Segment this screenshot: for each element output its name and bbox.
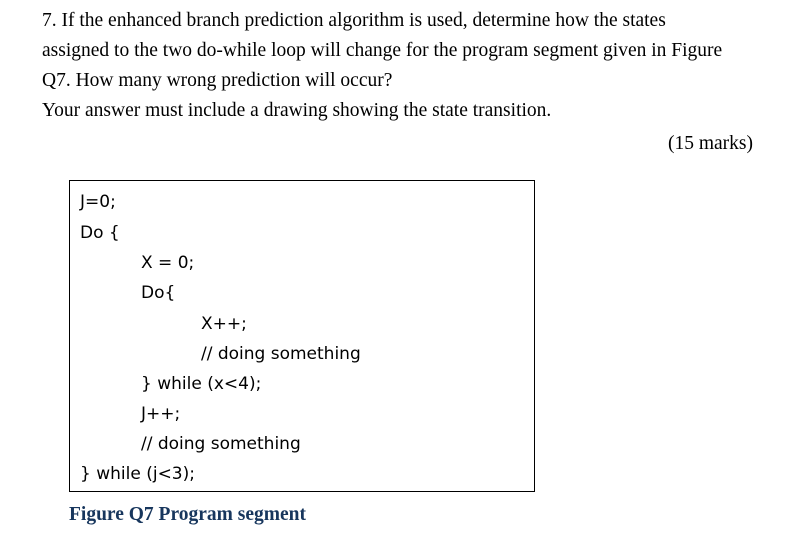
code-line-1: J=0; — [80, 192, 116, 212]
question-line-4: Your answer must include a drawing showing the state transition. — [42, 100, 552, 121]
code-line-9: // doing something — [141, 434, 301, 454]
code-box — [69, 180, 535, 492]
code-line-2: Do { — [80, 223, 120, 243]
code-line-4: Do{ — [141, 283, 176, 303]
code-line-5: X++; — [201, 314, 247, 334]
figure-caption: Figure Q7 Program segment — [69, 504, 307, 525]
code-line-6: // doing something — [201, 344, 361, 364]
question-text — [42, 0, 782, 126]
question-line-2: assigned to the two do-while loop will change for the program segment given in Figure — [42, 40, 723, 61]
code-line-10: } while (j<3); — [80, 464, 195, 484]
code-line-7: } while (x<4); — [141, 374, 262, 394]
marks-label: (15 marks) — [667, 133, 753, 154]
question-line-1: 7. If the enhanced branch prediction algorithm is used, determine how the states — [42, 10, 666, 31]
question-line-3: Q7. How many wrong prediction will occur? — [42, 70, 393, 91]
code-line-8: J++; — [141, 404, 181, 424]
code-line-3: X = 0; — [141, 253, 195, 273]
